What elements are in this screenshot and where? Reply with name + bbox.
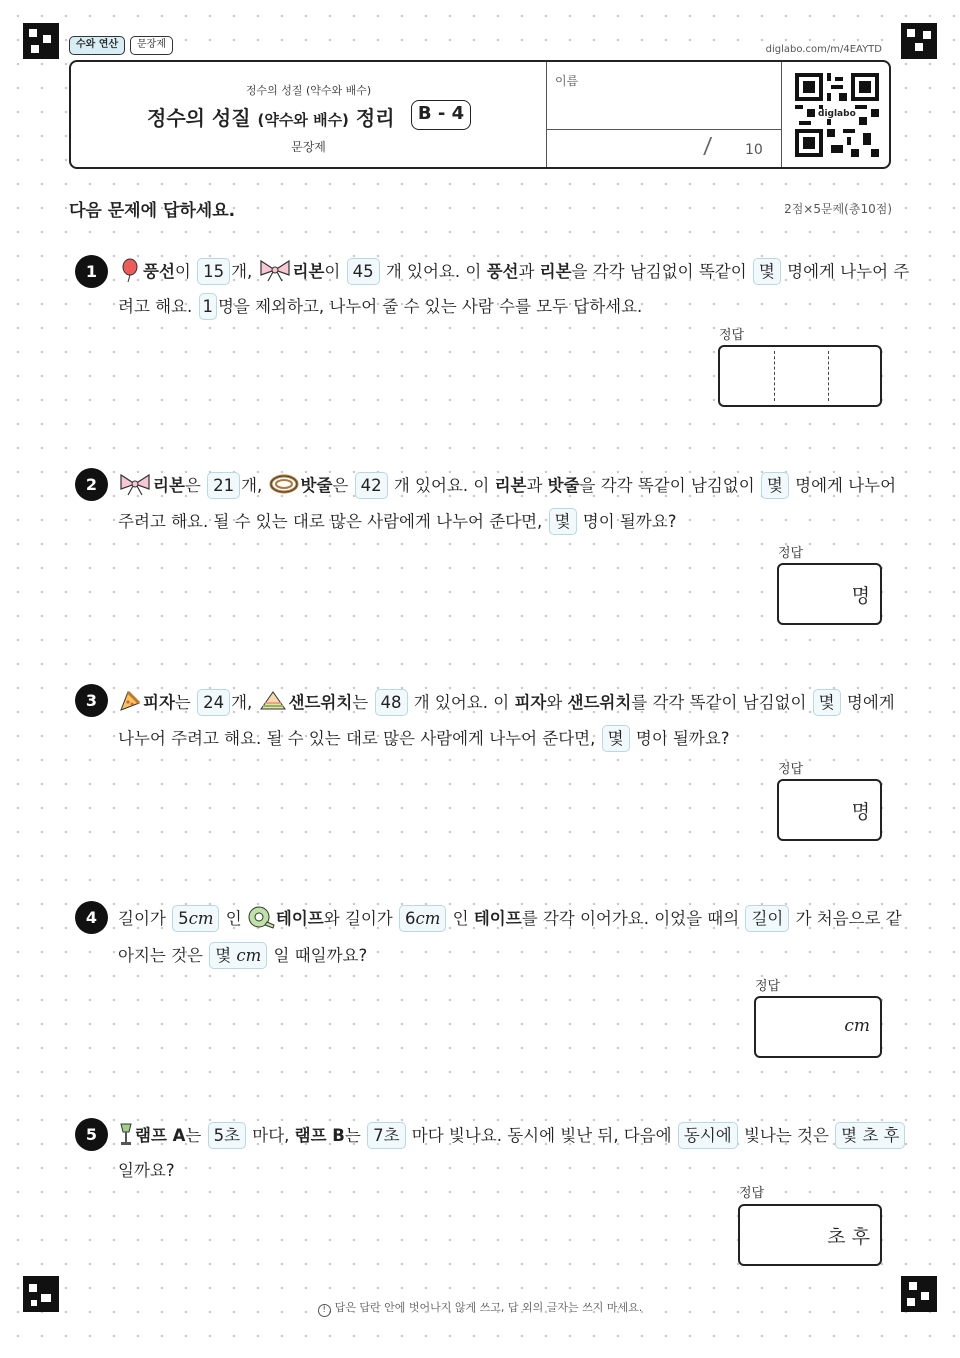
count-box: 42	[355, 472, 388, 499]
keyword-box: 길이	[745, 905, 789, 932]
answer-unit: 명	[851, 585, 870, 607]
question-box: 몇 초 후	[835, 1122, 905, 1149]
problem-5-line-2: 일까요?	[118, 1161, 175, 1180]
answer-unit: cm	[844, 1016, 870, 1036]
answer-unit: 명	[851, 801, 870, 823]
length-box: 6cm	[399, 905, 446, 932]
divider	[546, 62, 547, 167]
corner-marker-top-right	[901, 23, 937, 59]
problem-4-line-1: 길이가 5cm 인 테이프와 길이가 6cm 인 테이프를 각각 이어가요. 이었을 때의 길이 가 처음으로 같	[118, 905, 902, 932]
problem-2-line-2: 주려고 해요. 될 수 있는 대로 많은 사람에게 나누어 준다면, 몇 명이 될까요?	[118, 508, 676, 535]
name-field-label: 이름	[555, 74, 579, 88]
problem-3-line-2: 나누어 주려고 해요. 될 수 있는 대로 많은 사람에게 나누어 준다면, 몇 명이 될까요?	[118, 725, 730, 752]
answer-unit: 초 후	[827, 1226, 870, 1248]
problem-number: 3	[75, 684, 108, 717]
score-info: 2점×5문제(총10점)	[784, 202, 892, 216]
problem-4-line-2: 아지는 것은 몇 cm 일 때일까요?	[118, 942, 367, 969]
answer-box-3[interactable]	[777, 779, 882, 841]
tag-type: 문장제	[130, 36, 173, 55]
balloon-icon	[118, 258, 142, 282]
count-box: 45	[347, 258, 380, 285]
excluded-number-box: 1	[199, 293, 218, 320]
count-box: 24	[197, 689, 230, 716]
question-box: 몇	[549, 508, 577, 535]
problem-2-line-1: 리본은 21 개, 밧줄은 42 개 있어요. 이 리본과 밧줄을 각각 똑같이 남김없이 몇 명에게 나누어	[118, 472, 896, 499]
ribbon-icon	[118, 472, 152, 496]
problem-number: 1	[75, 255, 108, 288]
count-box: 15	[197, 258, 230, 285]
problem-number: 4	[75, 901, 108, 934]
ribbon-icon	[258, 258, 292, 282]
score-total: 10	[745, 142, 763, 158]
question-box: 몇	[761, 472, 789, 499]
lamp-icon	[118, 1122, 134, 1146]
answer-label: 정답	[778, 762, 804, 777]
corner-marker-top-left	[23, 23, 59, 59]
problem-number: 5	[75, 1118, 108, 1151]
pizza-icon	[118, 689, 142, 713]
count-box: 48	[375, 689, 408, 716]
answer-box-5[interactable]	[738, 1204, 882, 1266]
divider	[781, 62, 782, 167]
worksheet-code: B - 4	[411, 100, 471, 130]
count-box: 21	[207, 472, 240, 499]
tape-icon	[247, 905, 275, 929]
question-box: 몇	[602, 725, 630, 752]
instruction: 다음 문제에 답하세요.	[69, 201, 236, 221]
footer-note: ! 답은 답란 안에 벗어나지 않게 쓰고, 답 외의 글자는 쓰지 마세요.	[0, 1299, 960, 1317]
answer-label: 정답	[739, 1186, 765, 1201]
question-box: 몇	[753, 258, 781, 285]
worksheet-header	[69, 60, 891, 169]
length-box: 5cm	[172, 905, 219, 932]
divider	[546, 129, 781, 130]
rope-icon	[268, 472, 300, 496]
header-subtitle: 정수의 성질 (약수와 배수)	[245, 84, 372, 97]
interval-box: 5초	[208, 1122, 246, 1149]
question-box: 몇	[813, 689, 841, 716]
problem-3-line-1: 피자는 24 개, 샌드위치는 48 개 있어요. 이 피자와 샌드위치를 각각 똑같이 남김없이 몇 명에게	[118, 689, 895, 716]
info-icon: !	[318, 1304, 331, 1317]
tag-category: 수와 연산	[69, 36, 125, 55]
answer-box-2[interactable]	[777, 563, 882, 625]
answer-label: 정답	[719, 328, 745, 343]
problem-number: 2	[75, 468, 108, 501]
keyword-box: 동시에	[678, 1122, 738, 1149]
header-title: 정수의 성질 (약수와 배수) 정리	[147, 106, 395, 130]
answer-box-1[interactable]	[718, 345, 882, 407]
problem-1-line-2: 려고 해요. 1 명을 제외하고, 나누어 줄 수 있는 사람 수를 모두 답하세요.	[118, 293, 642, 320]
site-url: diglabo.com/m/4EAYTD	[765, 44, 882, 55]
header-kind: 문장제	[291, 140, 326, 154]
question-box: 몇 cm	[209, 942, 267, 969]
sandwich-icon	[258, 689, 288, 713]
interval-box: 7초	[367, 1122, 405, 1149]
answer-label: 정답	[778, 546, 804, 561]
problem-1-line-1: 풍선이 15 개, 리본이 45 개 있어요. 이 풍선과 리본을 각각 남김없이 똑같이 몇 명에게 나누어 주	[118, 258, 909, 285]
qr-brand-label: diglabo	[818, 109, 856, 119]
score-slash: /	[702, 134, 713, 159]
answer-label: 정답	[755, 979, 781, 994]
problem-5-line-1: 램프 A는 5초 마다, 램프 B는 7초 마다 빛나요. 동시에 빛난 뒤, 다음에 동시에 빛나는 것은 몇 초 후	[118, 1122, 906, 1149]
answer-box-4[interactable]	[754, 996, 882, 1058]
